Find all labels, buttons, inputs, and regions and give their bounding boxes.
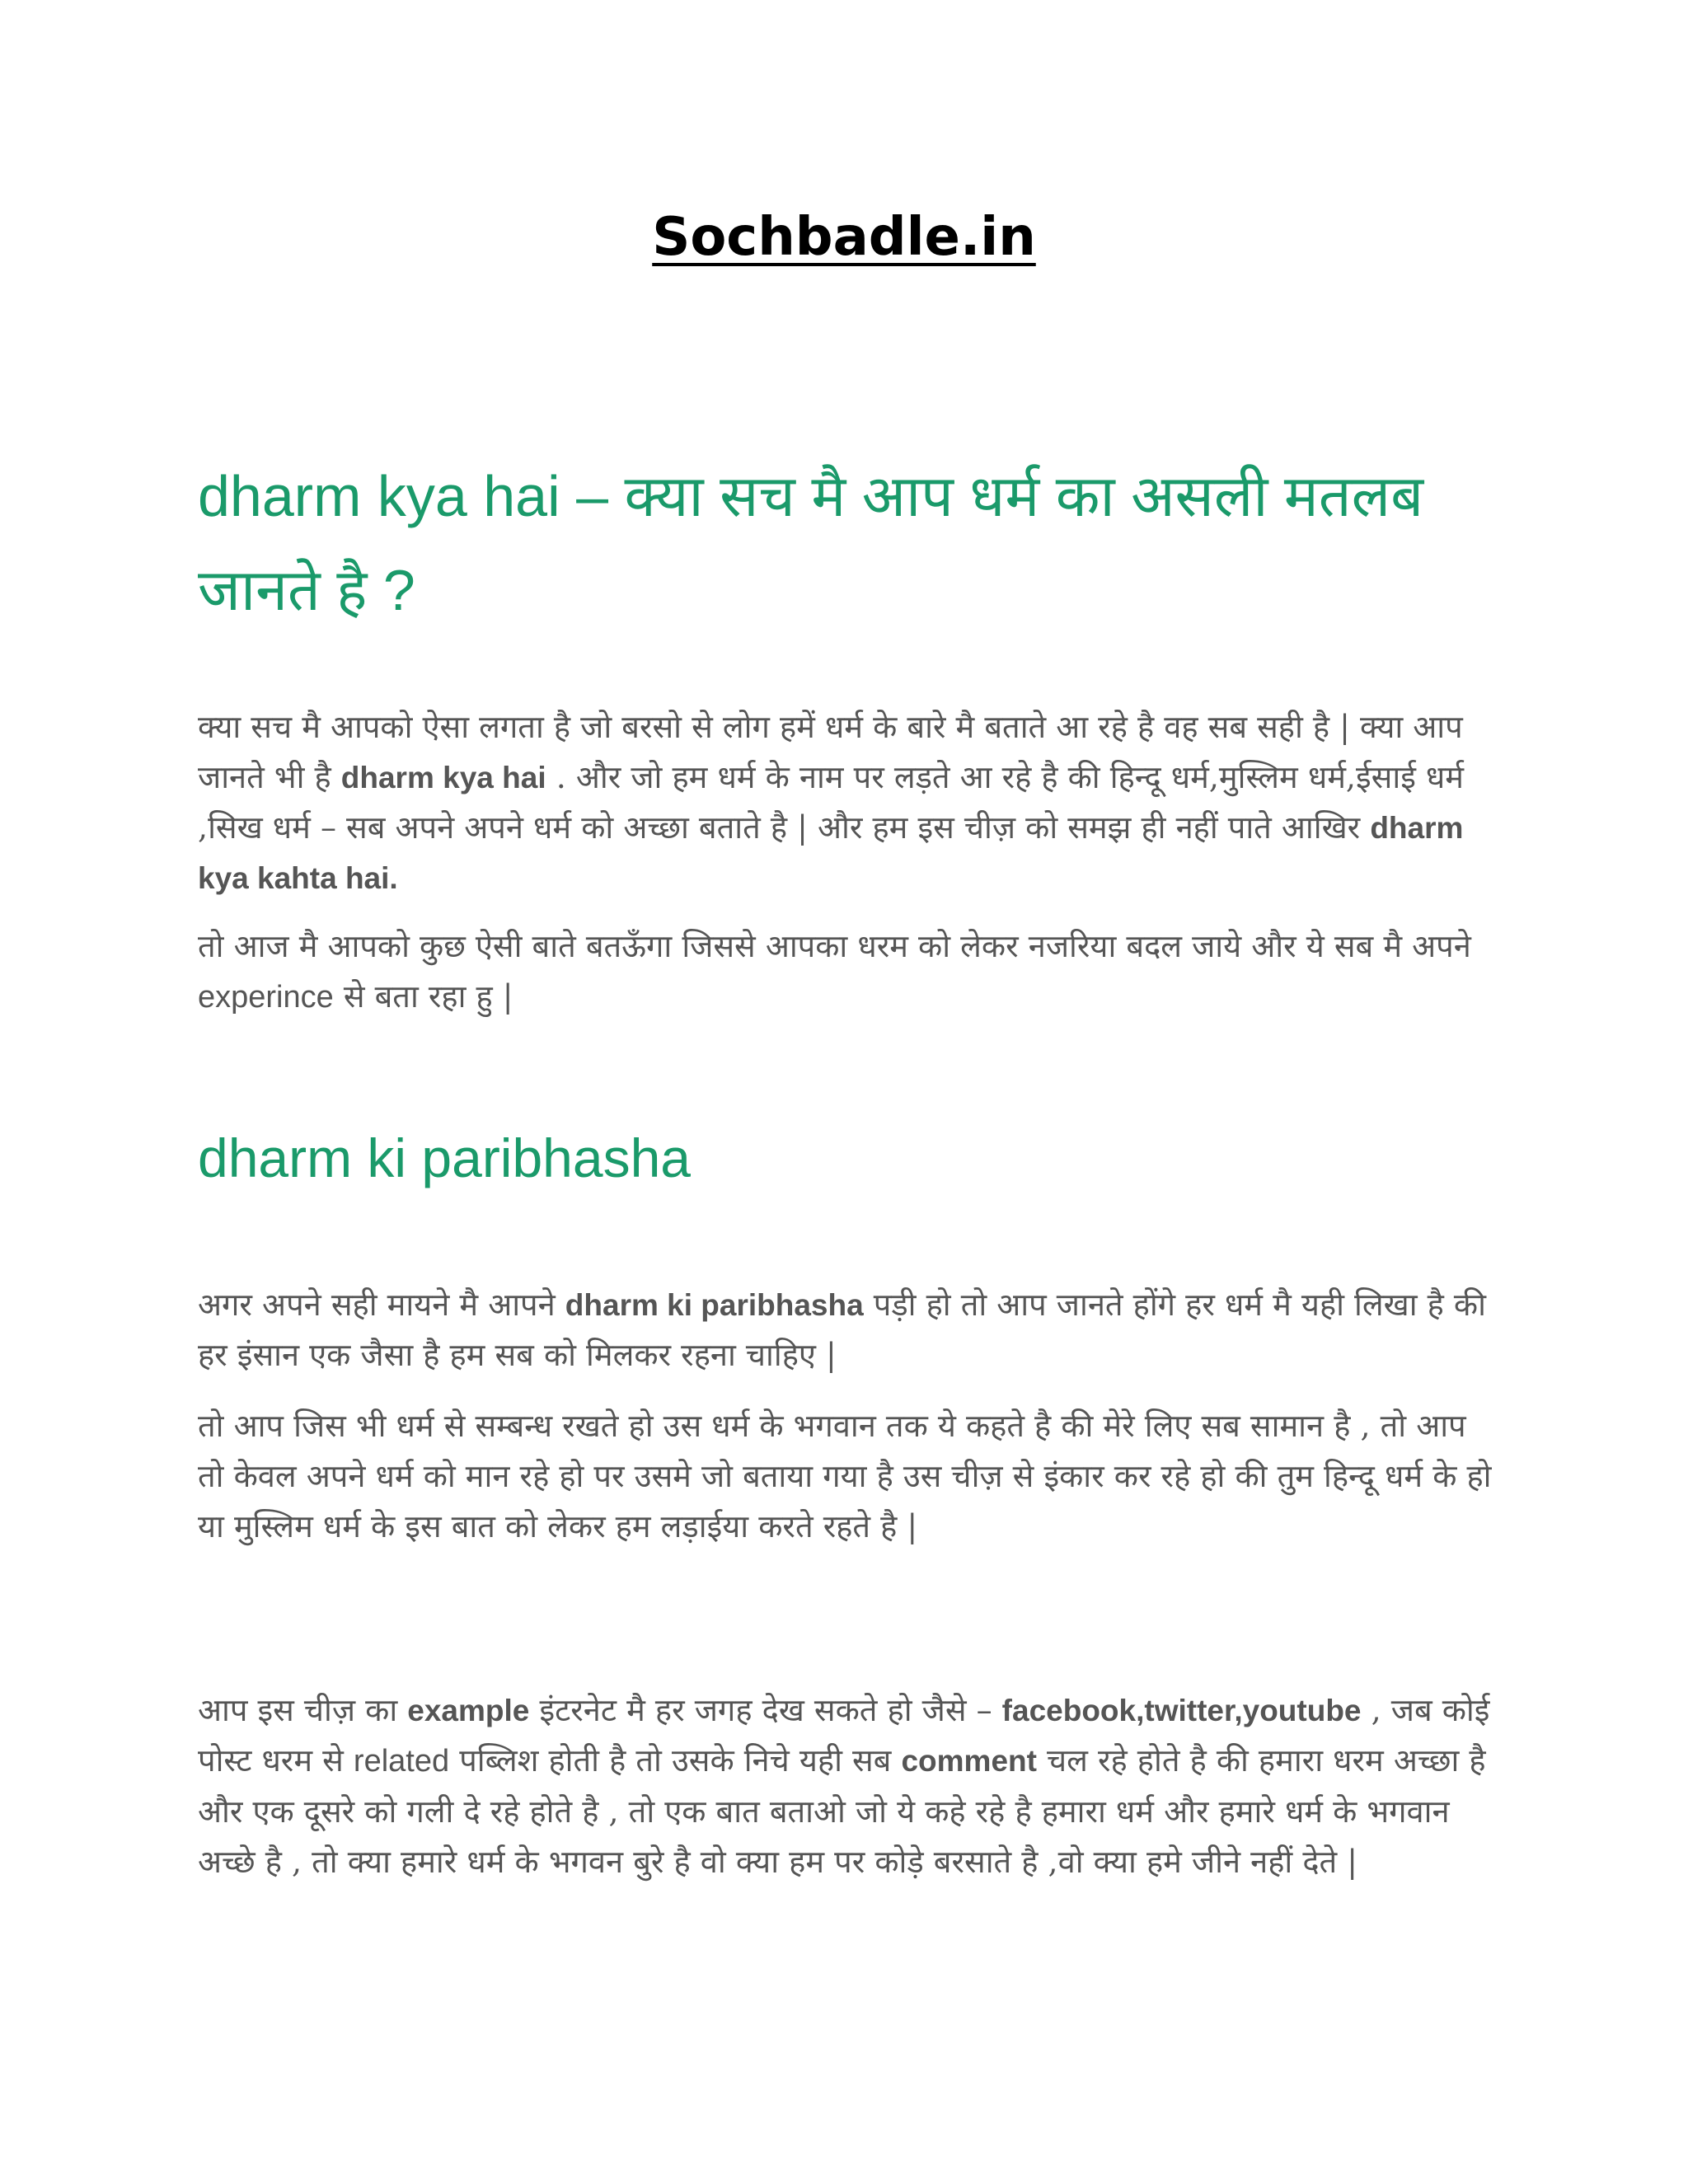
text: चल रहे होते है की हमारा धरम अच्छा है और एक दूसरे को गली दे रहे होते है , तो एक बात बताओ जो ये कहे रहे है हमारा धर्म और हमारे धर्म के भगवान अच्छे है , तो क्या हमारे धर्म के भगवन बुरे है वो क्या हम पर कोड़े बरसाते है ,वो क्या हमे जीने नहीं देते |: [198, 1742, 1486, 1880]
text: तो आज मै आपको कुछ ऐसी बाते बतऊँगा जिससे आपका धरम को लेकर नजरिया बदल जाये और ये सब मै अपने: [198, 928, 1471, 964]
paragraph-god: तो आप जिस भी धर्म से सम्बन्ध रखते हो उस धर्म के भगवान तक ये कहते है की मेरे लिए सब सामान है , तो आप तो केवल अपने धर्म को मान रहे हो पर उसमे जो बताया गया है उस चीज़ से इंकार कर रहे हो की तुम हिन्दू धर्म के हो या मुस्लिम धर्म के इस बात को लेकर हम लड़ाईया करते रहते है |: [198, 1408, 1492, 1544]
keyword-bold: dharm ki paribhasha: [565, 1288, 864, 1322]
text: आप इस चीज़ का: [198, 1692, 408, 1728]
site-title: Sochbadle.in: [652, 207, 1036, 268]
paragraph-experience: [198, 921, 1500, 1023]
keyword-bold: dharm kya kahta hai.: [198, 811, 1464, 895]
paragraph-intro: [198, 702, 1500, 903]
text: इंटरनेट मै हर जगह देख सकते हो जैसे –: [529, 1692, 1002, 1728]
text: , जब कोई पोस्ट धरम से: [198, 1692, 1490, 1779]
text: पड़ी हो तो आप जानते होंगे हर धर्म मै यही लिखा है की हर इंसान एक जैसा है हम सब को मिलकर रहना चाहिए |: [198, 1286, 1486, 1373]
section-heading: dharm ki paribhasha: [198, 1127, 691, 1188]
text: अगर अपने सही मायने मै आपने: [198, 1286, 565, 1323]
keyword-bold: example: [407, 1694, 530, 1727]
paragraph-internet: [198, 1685, 1500, 1887]
keyword-bold: dharm kya hai: [340, 761, 546, 794]
text-latin: experince: [198, 980, 334, 1015]
text: पब्लिश होती है तो उसके निचे यही सब: [449, 1742, 902, 1779]
keyword-bold: comment: [901, 1744, 1037, 1778]
text: से बता रहा हु |: [333, 978, 513, 1015]
text: क्या सच मै आपको ऐसा लगता है जो बरसो से लोग हमें धर्म के बारे मै बताते आ रहे है वह सब सही है | क्या आप जानते भी है: [198, 709, 1463, 795]
text: . और जो हम धर्म के नाम पर लड़ते आ रहे है की हिन्दू धर्म,मुस्लिम धर्म,ईसाई धर्म ,सिख धर्म – सब अपने अपने धर्म को अच्छा बताते है | और हम इस चीज़ को समझ ही नहीं पाते आखिर: [198, 759, 1465, 846]
article-heading: dharm kya hai – क्या सच मै आप धर्म का असली मतलब जानते है ?: [198, 464, 1424, 622]
text-latin: related: [353, 1744, 450, 1779]
keyword-bold: facebook,twitter,youtube: [1001, 1694, 1362, 1727]
paragraph-definition: [198, 1280, 1500, 1380]
